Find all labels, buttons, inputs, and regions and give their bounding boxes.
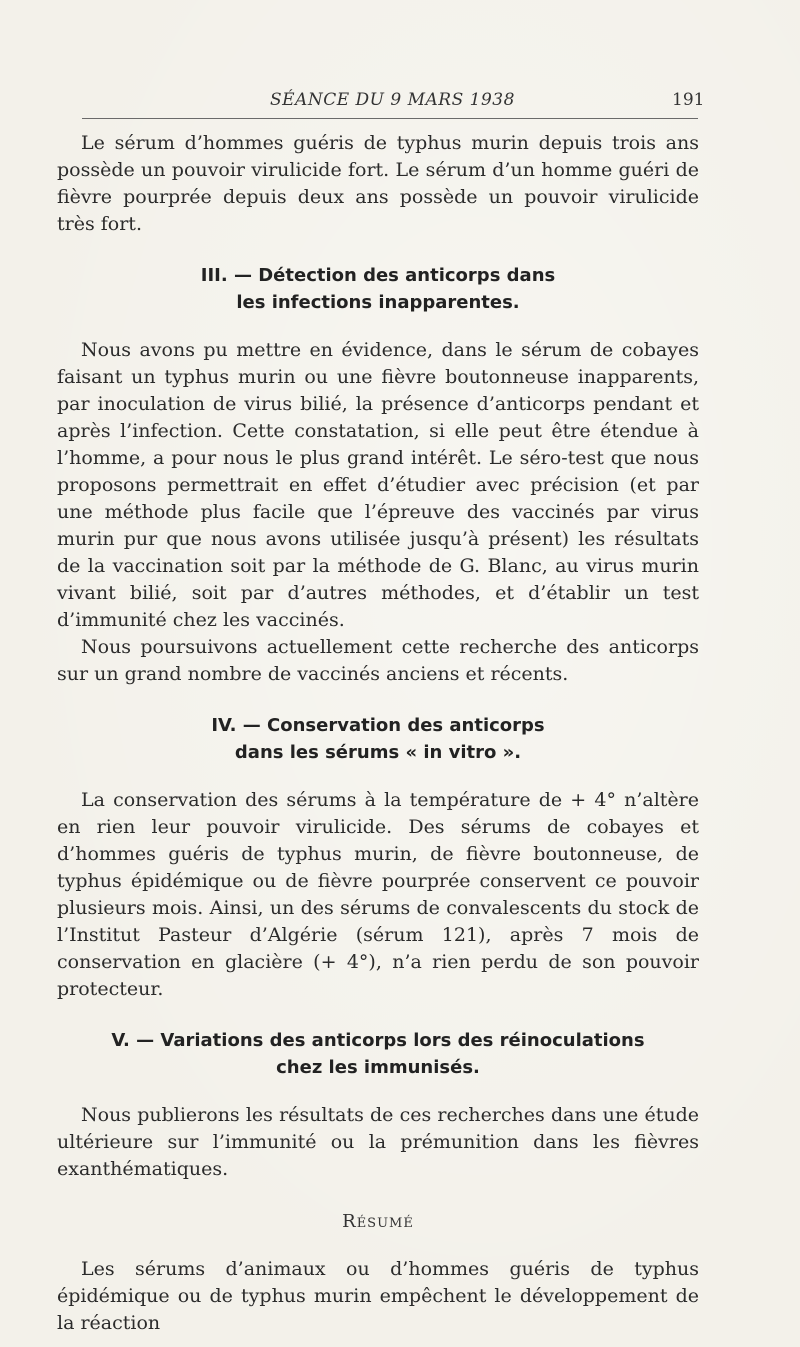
paragraph-serum-conservation: La conservation des sérums à la température de + 4° n’altère en rien leur pouvoir virulicide. Des sérums de cobayes et d’hommes guéris de typhus murin, de fièvre boutonneuse, de typhus épidémique ou de fièvre pourprée conservent ce pouvoir plusieurs mois. Ainsi, un des sérums de convalescents du stock de l’Institut Pasteur d’Algérie (sérum 121), après 7 mois de conservation en glacière (+ 4°), n’a rien perdu de son pouvoir protecteur. [57, 789, 699, 1000]
section-heading-iv-line2: dans les sérums « in vitro ». [234, 742, 522, 763]
section-heading-iii-line1: III. — Détection des anticorps dans [200, 265, 556, 286]
section-heading-iii-line2: les infections inapparentes. [236, 292, 520, 313]
page-number: 191 [672, 90, 705, 110]
document-body [57, 130, 699, 1337]
section-heading-v-line2: chez les immunisés. [276, 1057, 480, 1078]
resume-heading: Résumé [342, 1211, 414, 1232]
paragraph-inapparent-infections: Nous avons pu mettre en évidence, dans le sérum de cobayes faisant un typhus murin ou une fièvre boutonneuse inapparents, par inoculation de virus bilié, la présence d’anticorps pendant et après l’infection. Cette constatation, si elle peut être étendue à l’homme, a pour nous le plus grand intérêt. Le séro-test que nous proposons permettrait en effet d’étudier avec précision (et par une méthode plus facile que l’épreuve des vaccinés par virus murin pur que nous avons utilisée jusqu’à présent) les résultats de la vaccination soit par la méthode de G. Blanc, au virus murin vivant bilié, soit par d’autres méthodes, et d’établir un test d’immunité chez les vaccinés. [57, 339, 699, 631]
paragraph-ongoing-research: Nous poursuivons actuellement cette recherche des anticorps sur un grand nombre de vaccinés anciens et récents. [57, 636, 699, 685]
running-header [0, 90, 800, 116]
paragraph-serum-murin: Le sérum d’hommes guéris de typhus murin depuis trois ans possède un pouvoir virulicide fort. Le sérum d’un homme guéri de fièvre pourprée depuis deux ans possède un pouvoir virulicide très fort. [57, 132, 699, 235]
section-heading-iii [57, 262, 699, 316]
section-heading-v [57, 1027, 699, 1081]
section-heading-v-line1: V. — Variations des anticorps lors des réinoculations [111, 1030, 645, 1051]
section-heading-iv-line1: IV. — Conservation des anticorps [211, 715, 545, 736]
section-heading-iv [57, 712, 699, 766]
paragraph-future-study: Nous publierons les résultats de ces recherches dans une étude ultérieure sur l’immunité ou la prémunition dans les fièvres exanthématiques. [57, 1104, 699, 1180]
header-rule [82, 118, 698, 119]
paragraph-resume-text: Les sérums d’animaux ou d’hommes guéris de typhus épidémique ou de typhus murin empêchent le développement de la réaction [57, 1258, 699, 1334]
running-title: SÉANCE DU 9 MARS 1938 [270, 90, 515, 110]
